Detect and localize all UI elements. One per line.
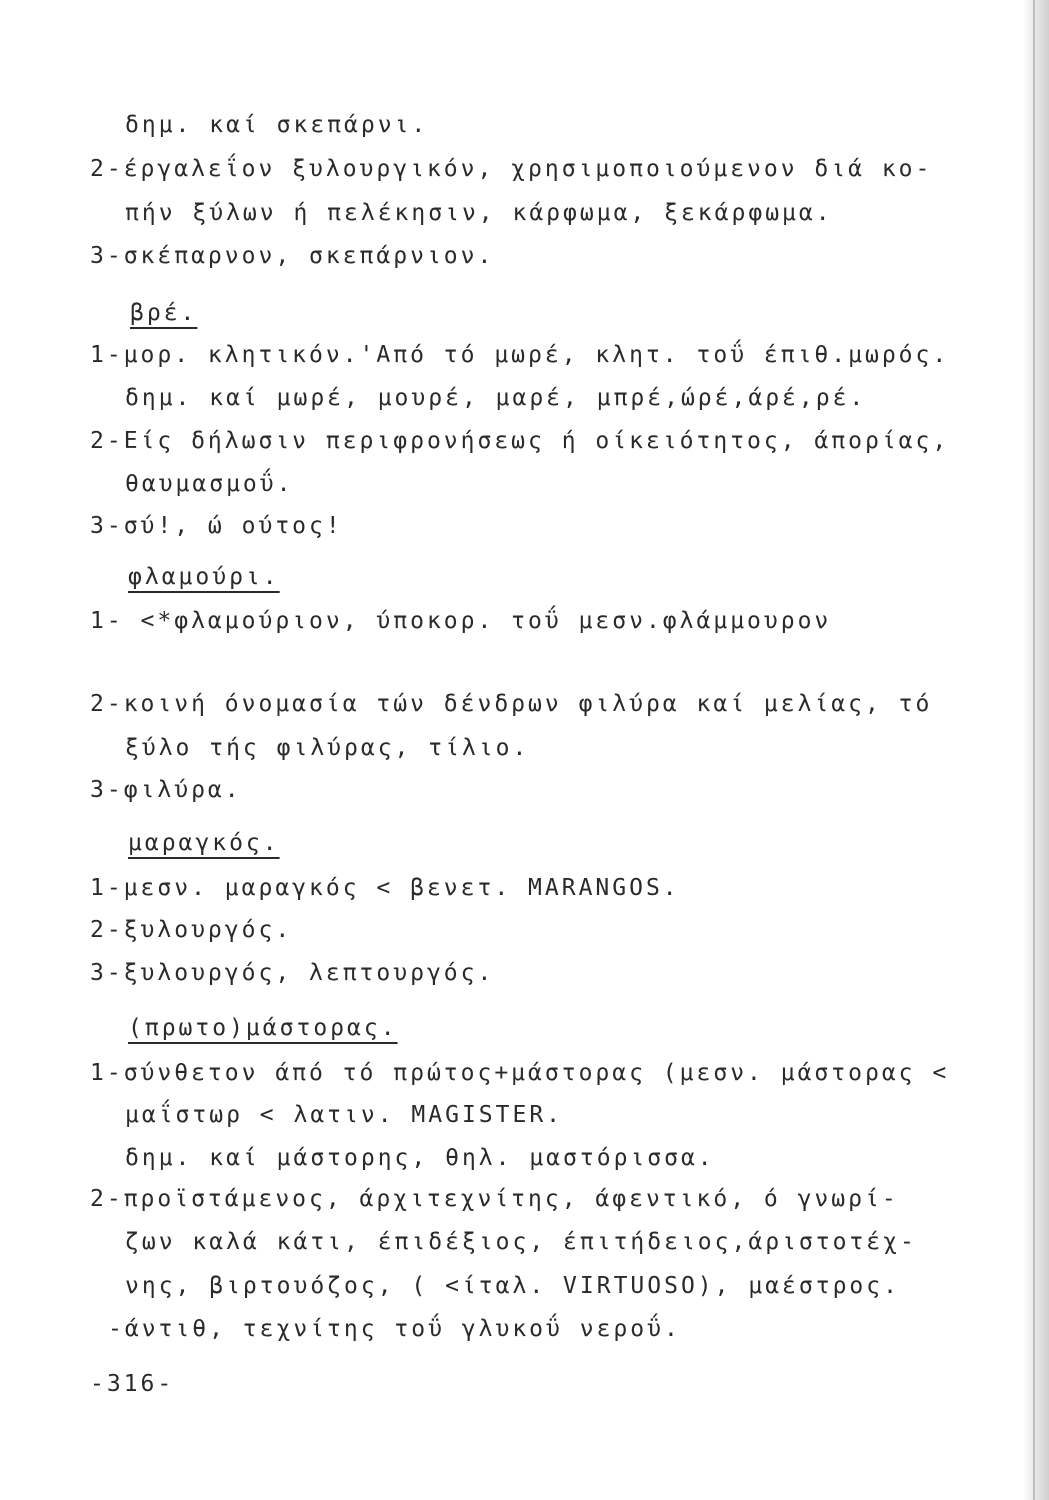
text-line: 2-ξυλουργός. — [90, 917, 293, 943]
text-line: 3-φιλύρα. — [90, 777, 242, 803]
text-line: 1-μορ. κλητικόν.'Από τό μωρέ, κλητ. τοΰ έπιθ.μωρός. — [90, 342, 950, 368]
scan-binding-line — [1033, 0, 1035, 1500]
text-line: δημ. καί μάστορης, θηλ. μαστόρισσα. — [125, 1145, 715, 1171]
text-line: ξύλο τής φιλύρας, τίλιο. — [125, 735, 530, 761]
text-line: ζων καλά κάτι, έπιδέξιος, έπιτήδειος,άριστοτέχ- — [125, 1229, 917, 1255]
scan-page-edge — [1023, 0, 1049, 1500]
text-line: 3-σύ!, ώ ούτος! — [90, 513, 343, 539]
text-line: 2-προϊστάμενος, άρχιτεχνίτης, άφεντικό, ό γνωρί- — [90, 1186, 899, 1212]
text-line: 3-ξυλουργός, λεπτουργός. — [90, 960, 495, 986]
text-line: 1-μεσν. μαραγκός < βενετ. MARANGOS. — [90, 875, 680, 901]
text-line: -άντιθ, τεχνίτης τοΰ γλυκοΰ νεροΰ. — [108, 1316, 681, 1342]
text-line: μαΐστωρ < λατιν. MAGISTER. — [125, 1102, 564, 1128]
text-line: 1-σύνθετον άπό τό πρώτος+μάστορας (μεσν. μάστορας < — [90, 1060, 950, 1086]
page-number: -316- — [90, 1371, 175, 1397]
text-line: θαυμασμοΰ. — [125, 471, 294, 497]
text-line: 2-έργαλεΐον ξυλουργικόν, χρησιμοποιούμενον διά κο- — [90, 156, 933, 182]
text-line: 2-κοινή όνομασία τών δένδρων φιλύρα καί μελίας, τό — [90, 691, 933, 717]
text-line: νης, βιρτουόζος, ( <ίταλ. VIRTUOSO), μαέστρος. — [125, 1273, 900, 1299]
text-line: 3-σκέπαρνον, σκεπάρνιον. — [90, 243, 495, 269]
headword-vre: βρέ. — [130, 300, 198, 326]
text-line: 1- <*φλαμούριον, ύποκορ. τοΰ μεσν.φλάμμουρον — [90, 608, 832, 634]
text-line: πήν ξύλων ή πελέκησιν, κάρφωμα, ξεκάρφωμα. — [125, 200, 833, 226]
text-line: δημ. καί μωρέ, μουρέ, μαρέ, μπρέ,ώρέ,άρέ,ρέ. — [125, 385, 867, 411]
text-line: 2-Είς δήλωσιν περιφρονήσεως ή οίκειότητος, άπορίας, — [90, 428, 950, 454]
headword-protomastoras: (πρωτο)μάστορας. — [128, 1015, 398, 1041]
headword-marangos: μαραγκός. — [128, 830, 280, 856]
text-line: δημ. καί σκεπάρνι. — [125, 112, 429, 138]
headword-flamouri: φλαμούρι. — [128, 564, 280, 590]
